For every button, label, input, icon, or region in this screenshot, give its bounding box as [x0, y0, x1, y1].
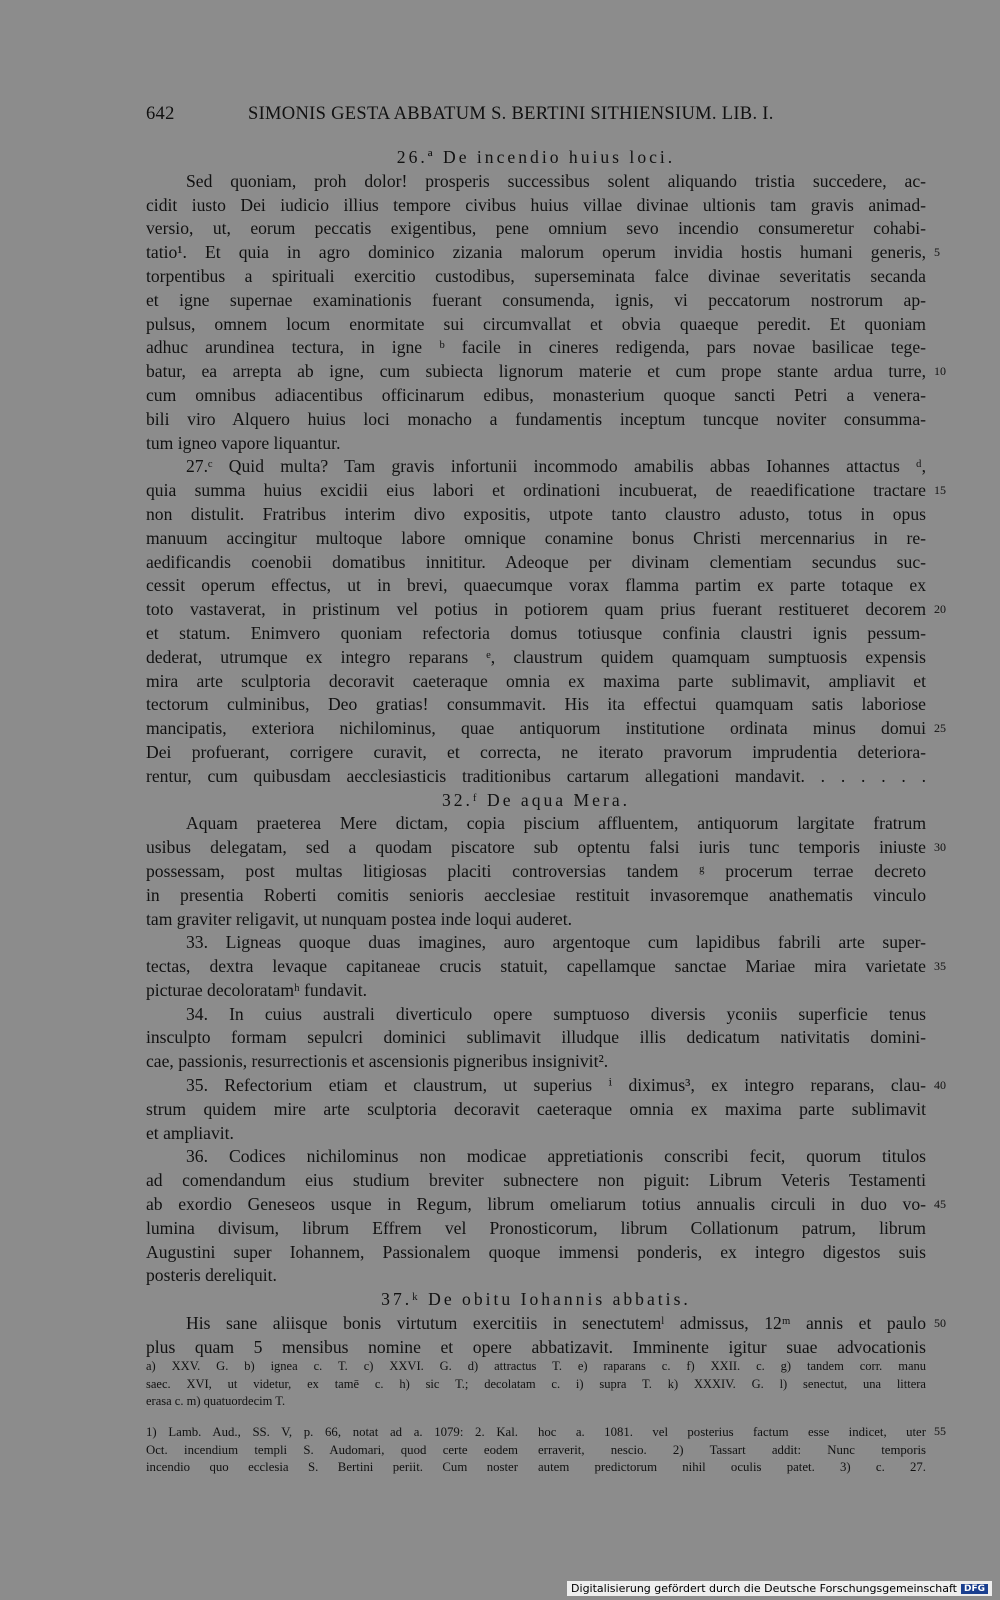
running-title: SIMONIS GESTA ABBATUM S. BERTINI SITHIENSIUM. LIB. I. [248, 104, 774, 124]
page-number: 642 [146, 104, 175, 124]
line-text: picturae decoloratamʰ fundavit. [146, 979, 368, 1000]
line-text: tam graviter religavit, ut nunquam postea inde loqui auderet. [146, 908, 573, 929]
line-text: 33. Ligneas quoque duas imagines, auro argentoque cum lapidibus fabrili arte super- [186, 932, 926, 953]
text-line [146, 1003, 926, 1027]
critical-apparatus [146, 1358, 926, 1411]
line-text: 36. Codices nichilominus non modicae appretiationis conscribi fecit, quorum titulos [186, 1146, 926, 1167]
line-text: et ampliavit. [146, 1122, 234, 1143]
line-text: dederat, utrumque ex integro reparans ᵉ, claustrum quidem quamquam sumptuosis expensis [146, 646, 926, 667]
text-line [146, 1312, 946, 1336]
note-line: incendio quo ecclesia S. Bertini periit. Cum noster [146, 1460, 518, 1475]
text-line [146, 432, 926, 456]
line-text: pulsus, omnem locum enormitate sui circumvallat et obvia quaeque peredit. Et quoniam [146, 313, 926, 334]
line-text: adhuc arundinea tectura, in igne ᵇ facile in cineres redigenda, pars novae basilicae tege- [146, 337, 926, 358]
text-line [146, 194, 926, 218]
note-line: Oct. incendium templi S. Audomari, quod certe eodem [146, 1442, 518, 1457]
text-line [146, 836, 946, 860]
section-heading [146, 1288, 926, 1312]
text-line [146, 717, 946, 741]
text-line [146, 884, 926, 908]
note-line: erraverit, nescio. 2) Tassart addit: Nunc temporis [538, 1442, 926, 1457]
text-line [146, 551, 926, 575]
text-line [146, 1145, 926, 1169]
note-line: saec. XVI, ut videtur, ex tamē c. h) sic T.; decolatam c. i) supra T. k) XXXIV. G. l) senectut, una littera [146, 1376, 926, 1391]
line-text: mancipatis, exteriora nichilominus, quae antiquorum institutione ordinata minus domui [146, 718, 926, 739]
text-line [146, 1217, 926, 1241]
line-text: ad comendandum eius studium breviter subnectere non piguit: Librum Veteris Testamenti [146, 1170, 926, 1191]
text-line [146, 217, 926, 241]
line-number: 10 [934, 364, 946, 379]
text-line [146, 574, 926, 598]
line-text: 37.ᵏ De obitu Iohannis abbatis. [381, 1289, 691, 1310]
line-text: strum quidem mire arte sculptoria decoravit caeteraque omnia ex maxima parte sublimavit [146, 1098, 926, 1119]
line-text: bili viro Alquero huius loci monacho a fundamentis inceptum tuncque noviter consumma- [146, 408, 926, 429]
text-line [146, 931, 926, 955]
line-number: 5 [934, 245, 940, 260]
text-line [146, 955, 946, 979]
line-text: mira arte sculptoria decoravit caeteraque omnia ex maxima parte sublimavit, ampliavit et [146, 670, 926, 691]
text-line [146, 1193, 946, 1217]
line-text: cessit operum effectus, ut in brevi, quaecumque vorax flamma partim ex parte totaque ex [146, 575, 926, 596]
text-line [146, 408, 926, 432]
line-text: aedificandis coenobii domatibus innititur. Adeoque per divinam clementiam secundus suc- [146, 551, 926, 572]
text-line [146, 1169, 926, 1193]
text-line [146, 741, 926, 765]
line-text: quia summa huius excidii eius labori et ordinationi incubuerat, de reaedificatione tractare [146, 480, 926, 501]
line-number: 30 [934, 840, 946, 855]
text-line [146, 241, 940, 265]
text-line [146, 670, 926, 694]
footnotes-left-column [146, 1424, 518, 1477]
line-text: et statum. Enimvero quoniam refectoria domus totiusque confinia claustri ignis pessum- [146, 622, 926, 643]
line-text: cidit iusto Dei iudicio illius tempore civibus huius villae divinae ultionis tam gravis animad- [146, 194, 926, 215]
text-line [146, 622, 926, 646]
footnotes-right-column [538, 1424, 926, 1477]
text-line [146, 455, 926, 479]
line-text: cae, passionis, resurrectionis et ascensionis pigneribus insignivit². [146, 1051, 609, 1072]
line-text: possessam, post multas litigiosas placiti controversias tandem ᵍ procerum terrae decreto [146, 860, 926, 881]
text-line [146, 360, 946, 384]
note-line: a) XXV. G. b) ignea c. T. c) XXVI. G. d) attractus T. e) raparans c. f) XXII. c. g) tandem corr. manu [146, 1359, 926, 1373]
line-text: Augustini super Iohannem, Passionalem quoque immensi ponderis, ex integro digestos suis [146, 1241, 926, 1262]
line-number: 45 [934, 1197, 946, 1212]
line-text: manuum accingitur multoque labore omnique conamine bonus Christi mercennarius in re- [146, 527, 926, 548]
line-text: posteris dereliquit. [146, 1265, 277, 1286]
line-number: 40 [934, 1078, 946, 1093]
line-text: tectas, dextra levaque capitaneae crucis statuit, capellamque sanctae Mariae mira varietate [146, 956, 926, 977]
note-line: hoc a. 1081. vel posterius factum esse indicet, uter [538, 1425, 926, 1439]
line-number: 20 [934, 602, 946, 617]
line-text: tatio¹. Et quia in agro dominico zizania malorum operum invidia hostis humani generis, [146, 242, 926, 263]
line-number: 35 [934, 959, 946, 974]
line-text: usibus delegatam, sed a quodam piscatore sub optentu falsi iuris tunc temporis iniuste [146, 837, 926, 858]
dfg-logo: DFG [961, 1584, 988, 1594]
line-text: batur, ea arrepta ab igne, cum subiecta lignorum materie et cum prope stante ardua turre, [146, 361, 926, 382]
main-text [146, 146, 946, 1360]
line-text: versio, ut, eorum peccatis exigentibus, pene omnium sevo incendio consumeretur cohabi- [146, 218, 926, 239]
line-text: tectorum culminibus, Deo gratias! consummavit. His ita effectui quamquam satis laboriose [146, 694, 926, 715]
text-line [146, 765, 926, 789]
line-text: Aquam praeterea Mere dictam, copia piscium affluentem, antiquorum largitate fratrum [186, 813, 926, 834]
text-line [146, 170, 926, 194]
text-line [146, 384, 926, 408]
text-line [146, 1050, 926, 1074]
text-line [146, 979, 926, 1003]
line-text: ab exordio Geneseos usque in Regum, librum omeliarum totius annualis circuli in duo vo- [146, 1194, 926, 1215]
text-line [146, 1026, 926, 1050]
text-line [146, 1122, 926, 1146]
text-line [146, 1241, 926, 1265]
note-line: erasa c. m) quatuordecim T. [146, 1394, 286, 1409]
text-line [146, 503, 926, 527]
text-line [146, 1264, 926, 1288]
text-line [146, 598, 946, 622]
text-line [146, 527, 926, 551]
line-text: 32.ᶠ De aqua Mera. [441, 789, 631, 810]
line-text: cum omnibus adiacentibus officinarum edibus, monasterium quoque sancti Petri a venera- [146, 384, 926, 405]
line-text: torpentibus a spirituali exercitio custodibus, superseminata falce divinae severitatis secanda [146, 265, 926, 286]
line-text: 27.ᶜ Quid multa? Tam gravis infortunii incommodo amabilis abbas Iohannes attactus ᵈ, [186, 456, 926, 477]
line-text: lumina divisum, librum Effrem vel Pronosticorum, librum Collationum patrum, librum [146, 1217, 926, 1238]
text-line [146, 1098, 926, 1122]
text-line [146, 1074, 946, 1098]
line-number: 55 [934, 1424, 946, 1438]
line-text: 26.ª De incendio huius loci. [396, 147, 676, 167]
section-heading [146, 146, 926, 170]
text-line [146, 646, 926, 670]
text-line [146, 860, 926, 884]
line-text: Sed quoniam, proh dolor! prosperis successibus solent aliquando tristia succedere, ac- [186, 170, 926, 191]
note-line: 1) Lamb. Aud., SS. V, p. 66, notat ad a. 1079: 2. Kal. [146, 1425, 518, 1439]
text-line [146, 812, 926, 836]
line-text: plus quam 5 mensibus nomine et opere abbatizavit. Imminente igitur suae advocationis [146, 1336, 926, 1357]
line-text: non distulit. Fratribus interim divo expositis, utpote tanto claustro adusto, totus in opus [146, 503, 926, 524]
line-text: et igne supernae examinationis fuerant consumenda, ignis, vi peccatorum nostrorum ap- [146, 289, 926, 310]
text-line [146, 908, 926, 932]
line-number: 50 [934, 1316, 946, 1331]
line-number: 15 [934, 483, 946, 498]
line-text: insculpto formam sepulcri dominici sublimavit illudque illis dedicatum nativitatis domini- [146, 1027, 926, 1048]
line-text: in presentia Roberti comitis senioris aecclesiae restituit invasoremque anathematis vinculo [146, 884, 926, 905]
line-text: tum igneo vapore liquantur. [146, 432, 341, 453]
line-number: 25 [934, 721, 946, 736]
text-line [146, 479, 946, 503]
text-line [146, 265, 926, 289]
line-text: 35. Refectorium etiam et claustrum, ut superius ⁱ diximus³, ex integro reparans, clau- [186, 1075, 926, 1096]
line-text: Dei profuerant, corrigere curavit, et correcta, ne iterato pravorum imprudentia deteriora- [146, 741, 926, 762]
digitization-credit [567, 1581, 992, 1596]
section-heading [146, 789, 926, 813]
line-text: His sane aliisque bonis virtutum exercitiis in senectutemˡ admissus, 12ᵐ annis et paulo [186, 1313, 926, 1334]
note-line: autem predictorum nihil oculis patet. 3) c. 27. [538, 1460, 926, 1475]
text-line [146, 313, 926, 337]
text-line [146, 1336, 926, 1360]
text-line [146, 693, 926, 717]
line-text: rentur, cum quibusdam aecclesiasticis traditionibus cartarum allegationi mandavit. . . . . . . [146, 765, 926, 786]
credit-text: Digitalisierung gefördert durch die Deutsche Forschungsgemeinschaft [571, 1582, 957, 1595]
text-line [146, 336, 926, 360]
line-text: 34. In cuius australi diverticulo opere sumptuoso diversis yconiis superficie tenus [186, 1003, 926, 1024]
text-line [146, 289, 926, 313]
line-text: toto vastaverat, in pristinum vel potius in potiorem quam prius fuerant restitueret decorem [146, 599, 926, 620]
